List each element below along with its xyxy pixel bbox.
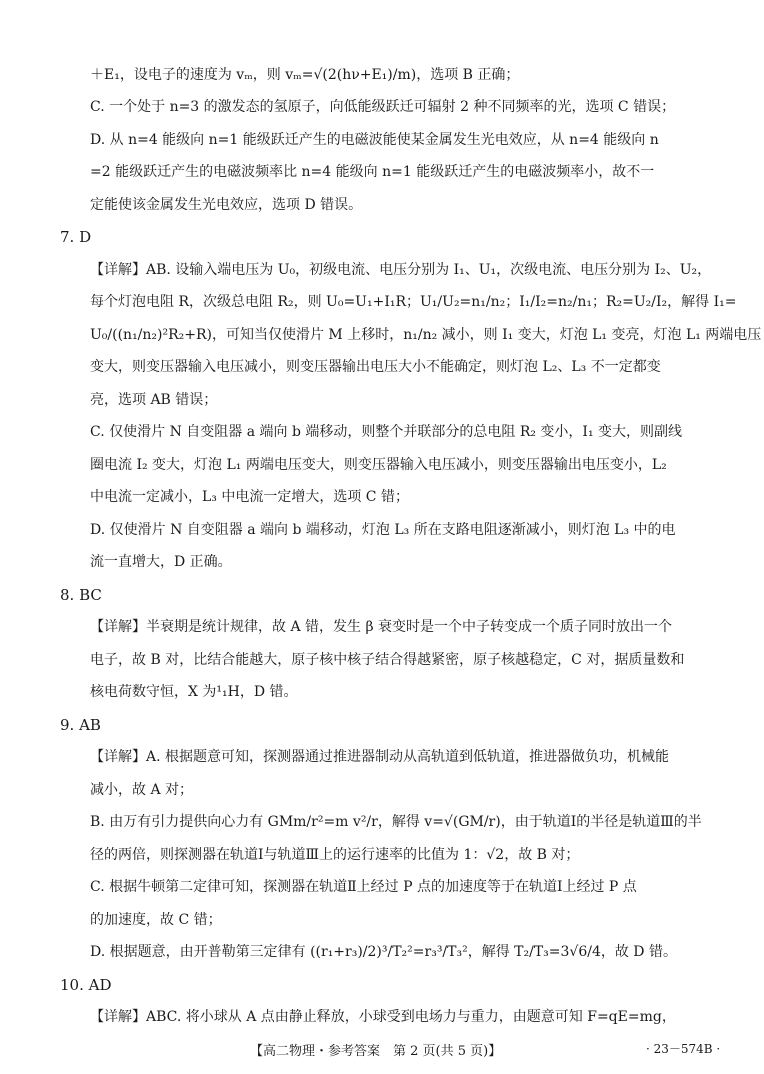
text-line: 减小，故 A 对； bbox=[90, 782, 194, 798]
text-line: D. 从 n=4 能级向 n=1 能级跃迁产生的电磁波能使某金属发生光电效应，从 n=4 能级向 n bbox=[90, 132, 659, 148]
text-line: C. 仅使滑片 N 自变阻器 a 端向 b 端移动，则整个并联部分的总电阻 R₂ 变小，I₁ 变大，则副线 bbox=[90, 424, 683, 440]
text-line: =2 能级跃迁产生的电磁波频率比 n=4 能级向 n=1 能级跃迁产生的电磁波频率小，故不一 bbox=[90, 164, 655, 180]
text-line: 亮，选项 AB 错误； bbox=[90, 392, 218, 408]
text-line: 核电荷数守恒，X 为¹₁H，D 错。 bbox=[90, 684, 298, 700]
question-number: 10. AD bbox=[60, 976, 112, 994]
text-line: D. 根据题意，由开普勒第三定律有 ((r₁+r₃)/2)³/T₂²=r₃³/T₃²，解得 T₂/T₃=3√6/4，故 D 错。 bbox=[90, 944, 677, 960]
explanation-line: 【详解】半衰期是统计规律，故 A 错，发生 β 衰变时是一个中子转变成一个质子同时放出一个 bbox=[90, 619, 673, 635]
question-number: 7. D bbox=[60, 228, 92, 246]
text-line: 定能使该金属发生光电效应，选项 D 错误。 bbox=[90, 197, 363, 213]
text-line: 变大，则变压器输入电压减小，则变压器输出电压大小不能确定，则灯泡 L₂、L₃ 不一定都变 bbox=[90, 359, 661, 375]
explanation-line: 【详解】A. 根据题意可知，探测器通过推进器制动从高轨道到低轨道，推进器做负功，机械能 bbox=[90, 749, 670, 765]
text-line: U₀/((n₁/n₂)²R₂+R)，可知当仅使滑片 M 上移时，n₁/n₂ 减小，则 I₁ 变大，灯泡 L₁ 变亮，灯泡 L₁ 两端电压 bbox=[90, 327, 762, 343]
text-line: 径的两倍，则探测器在轨道Ⅰ与轨道Ⅲ上的运行速率的比值为 1：√2，故 B 对； bbox=[90, 847, 580, 863]
document-code: · 23－574B · bbox=[646, 1042, 721, 1056]
text-line: B. 由万有引力提供向心力有 GMm/r²=m v²/r，解得 v=√(GM/r)，由于轨道Ⅰ的半径是轨道Ⅲ的半 bbox=[90, 814, 702, 830]
text-line: ＋E₁，设电子的速度为 vₘ，则 vₘ=√(2(hν+E₁)/m)，选项 B 正确； bbox=[90, 67, 520, 83]
text-line: 圈电流 I₂ 变大，灯泡 L₁ 两端电压变大，则变压器输入电压减小，则变压器输出电压变小，L₂ bbox=[90, 457, 667, 473]
text-line: D. 仅使滑片 N 自变阻器 a 端向 b 端移动，灯泡 L₃ 所在支路电阻逐渐减小，则灯泡 L₃ 中的电 bbox=[90, 522, 676, 538]
text-line: 每个灯泡电阻 R，次级总电阻 R₂，则 U₀=U₁+I₁R；U₁/U₂=n₁/n₂；I₁/I₂=n₂/n₁；R₂=U₂/I₂，解得 I₁= bbox=[90, 294, 737, 310]
text-line: 流一直增大，D 正确。 bbox=[90, 554, 232, 570]
explanation-line: 【详解】AB. 设输入端电压为 U₀，初级电流、电压分别为 I₁、U₁，次级电流、电压分别为 I₂、U₂， bbox=[90, 262, 712, 278]
explanation-line: 【详解】ABC. 将小球从 A 点由静止释放，小球受到电场力与重力，由题意可知 F=qE=mg， bbox=[90, 1009, 676, 1025]
text-line: C. 根据牛顿第二定律可知，探测器在轨道Ⅱ上经过 P 点的加速度等于在轨道Ⅰ上经过 P 点 bbox=[90, 879, 637, 895]
text-line: 电子，故 B 对，比结合能越大，原子核中核子结合得越紧密，原子核越稳定，C 对，据质量数和 bbox=[90, 652, 685, 668]
page-footer: 【高二物理・参考答案 第 2 页(共 5 页)】 bbox=[250, 1044, 502, 1059]
text-line: 的加速度，故 C 错； bbox=[90, 912, 222, 928]
text-line: C. 一个处于 n=3 的激发态的氢原子，向低能级跃迁可辐射 2 种不同频率的光，选项 C 错误； bbox=[90, 99, 676, 115]
question-number: 9. AB bbox=[60, 716, 101, 734]
question-number: 8. BC bbox=[60, 586, 102, 604]
text-line: 中电流一定减小，L₃ 中电流一定增大，选项 C 错； bbox=[90, 489, 409, 505]
